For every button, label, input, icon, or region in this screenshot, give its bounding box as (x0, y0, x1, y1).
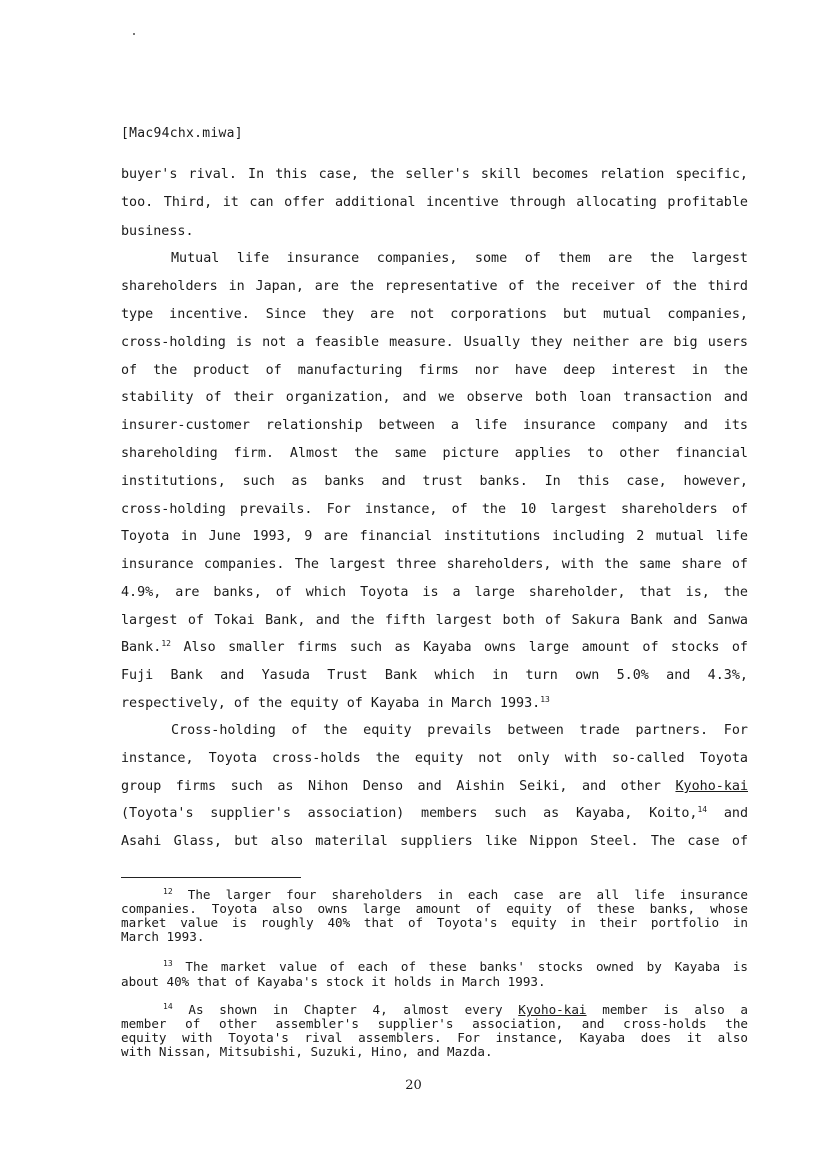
body-text: respectively, of the equity of Kayaba in March 1993. (121, 696, 541, 711)
footnote-text: The larger four shareholders in each case are all life insurance (187, 887, 748, 902)
footnote-text: The market value of each of these banks' stocks owned by Kayaba is (185, 959, 748, 974)
body-line: Toyota in June 1993, 9 are financial institutions including 2 mutual life (121, 529, 748, 544)
footnote-line (163, 1004, 748, 1017)
footnote-rule (121, 877, 301, 878)
body-line (121, 640, 748, 656)
body-line: cross-holding is not a feasible measure. Usually they neither are big users (121, 335, 748, 350)
footnote-text: As shown in Chapter 4, almost every (188, 1002, 503, 1017)
footnote-ref: 13 (540, 695, 550, 704)
body-line: too. Third, it can offer additional incentive through allocating profitable (121, 195, 748, 210)
body-line (121, 806, 748, 822)
footnote-line: equity with Toyota's rival assemblers. For instance, Kayaba does it also (121, 1030, 748, 1045)
body-line: of the product of manufacturing firms nor have deep interest in the (121, 363, 748, 378)
footnote-line (163, 961, 748, 974)
footnote-line: March 1993. (121, 929, 205, 944)
body-line: Fuji Bank and Yasuda Trust Bank which in turn own 5.0% and 4.3%, (121, 668, 748, 683)
term-kyoho-kai: Kyoho-kai (518, 1002, 587, 1017)
body-line: shareholders in Japan, are the representative of the receiver of the third (121, 279, 748, 294)
body-line: type incentive. Since they are not corporations but mutual companies, (121, 307, 748, 322)
body-line: stability of their organization, and we observe both loan transaction and (121, 390, 748, 405)
footnote-line: companies. Toyota also owns large amount of equity of these banks, whose (121, 901, 748, 916)
body-line (121, 779, 748, 795)
footnote-line: about 40% that of Kayaba's stock it holds in March 1993. (121, 974, 546, 989)
body-line: instance, Toyota cross-holds the equity not only with so-called Toyota (121, 751, 748, 766)
body-line (121, 696, 748, 712)
term-kyoho-kai: Kyoho-kai (675, 779, 749, 794)
footnote-line (163, 889, 748, 902)
footnote-mark: 14 (163, 1002, 173, 1011)
body-line: cross-holding prevails. For instance, of the 10 largest shareholders of (121, 502, 748, 517)
body-text: (Toyota's supplier's association) members such as Kayaba, Koito, (121, 806, 698, 821)
footnote-ref: 12 (161, 639, 171, 648)
body-line: buyer's rival. In this case, the seller's skill becomes relation specific, (121, 167, 748, 182)
footnote-mark: 13 (163, 959, 173, 968)
body-text: group firms such as Nihon Denso and Aishin Seiki, and other (121, 779, 661, 794)
body-line: insurance companies. The largest three shareholders, with the same share of (121, 557, 748, 572)
body-line: business. (121, 224, 194, 239)
footnote-line: market value is roughly 40% that of Toyota's equity in their portfolio in (121, 915, 748, 930)
footnote-ref: 14 (697, 805, 708, 814)
file-header: [Mac94chx.miwa] (121, 126, 243, 141)
body-line: 4.9%, are banks, of which Toyota is a large shareholder, that is, the (121, 585, 748, 600)
body-text: Bank. (121, 640, 162, 655)
footnote-mark: 12 (163, 887, 173, 896)
body-text: and (723, 806, 749, 821)
body-line: shareholding firm. Almost the same picture applies to other financial (121, 446, 748, 461)
scan-speck (133, 33, 135, 35)
body-line: institutions, such as banks and trust banks. In this case, however, (121, 474, 748, 489)
body-text: Also smaller firms such as Kayaba owns large amount of stocks of (183, 640, 748, 655)
body-line: largest of Tokai Bank, and the fifth largest both of Sakura Bank and Sanwa (121, 613, 748, 628)
body-line: Mutual life insurance companies, some of them are the largest (171, 251, 748, 266)
page-number: 20 (405, 1078, 422, 1093)
body-line: Asahi Glass, but also materilal suppliers like Nippon Steel. The case of (121, 834, 748, 849)
footnote-line: with Nissan, Mitsubishi, Suzuki, Hino, and Mazda. (121, 1044, 493, 1059)
footnote-line: member of other assembler's supplier's association, and cross-holds the (121, 1016, 748, 1031)
body-line: Cross-holding of the equity prevails between trade partners. For (171, 723, 748, 738)
footnote-text: member is also a (602, 1002, 748, 1017)
body-line: insurer-customer relationship between a life insurance company and its (121, 418, 748, 433)
